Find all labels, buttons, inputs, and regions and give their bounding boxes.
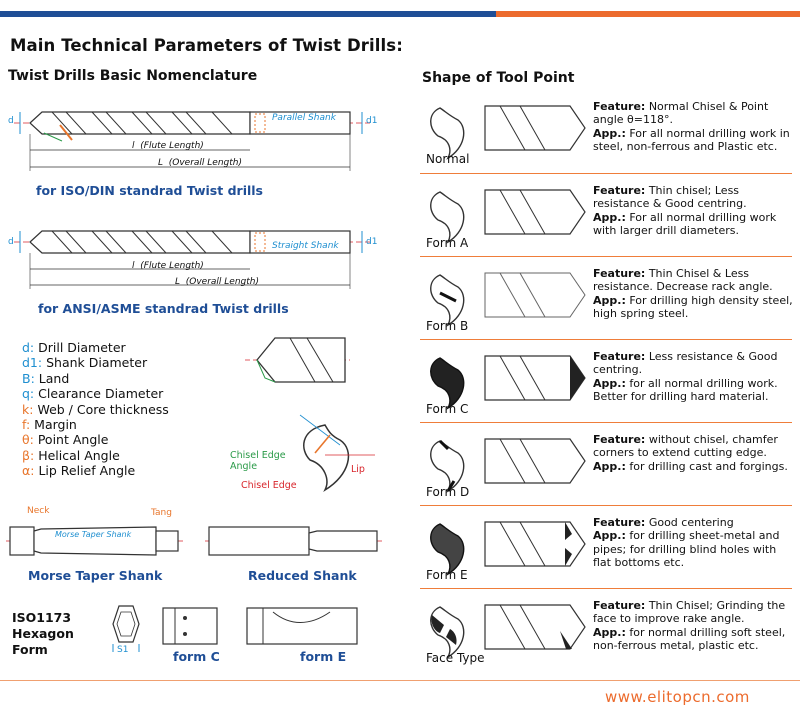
form-description <box>593 267 793 321</box>
feature-label: Feature: <box>593 516 646 529</box>
feature-text: Thin Chisel; Grinding the face to improve rake angle. <box>593 599 786 626</box>
feature-text: without chisel, chamfer corners to extend cutting edge. <box>593 433 778 460</box>
header-bar-blue <box>0 11 496 17</box>
feature-label: Feature: <box>593 599 646 612</box>
page-title: Main Technical Parameters of Twist Drills: <box>10 36 403 55</box>
feature-label: Feature: <box>593 350 646 363</box>
feature-label: Feature: <box>593 184 646 197</box>
form-description <box>593 350 793 404</box>
overall-length-text: (Overall Length) <box>185 277 259 287</box>
row-separator <box>420 256 792 257</box>
row-separator <box>420 505 792 506</box>
terms-list <box>22 340 169 479</box>
tool-point-illustration <box>420 265 590 325</box>
nomenclature-heading: Twist Drills Basic Nomenclature <box>8 68 258 84</box>
d-label-ansi: d <box>8 237 14 247</box>
row-separator <box>420 173 792 174</box>
form-name: Form D <box>426 485 470 499</box>
app-text: For drilling high density steel, high spring steel. <box>593 293 793 321</box>
form-description <box>593 184 793 238</box>
tool-point-row <box>420 346 800 424</box>
reduced-shank-diagram <box>205 515 390 565</box>
app-text: For all normal drilling work in steel, non-ferrous and Plastic etc. <box>593 126 790 154</box>
app-text: for drilling sheet-metal and pipes; for drilling blind holes with flat bottoms etc. <box>593 529 780 570</box>
footer-divider <box>0 680 800 681</box>
parallel-shank-label: Parallel Shank <box>272 113 336 123</box>
form-description <box>593 100 793 154</box>
term-item: d: Drill Diameter <box>22 340 126 355</box>
term-item: f: Margin <box>22 417 77 433</box>
row-separator <box>420 339 792 340</box>
form-description <box>593 599 798 653</box>
tool-point-row <box>420 96 800 174</box>
form-c-label: form C <box>173 649 220 664</box>
term-item: β: Helical Angle <box>22 447 120 463</box>
form-name: Form C <box>426 402 469 416</box>
header-bar-orange <box>496 11 800 17</box>
tool-point-illustration <box>420 98 590 158</box>
d-label-iso: d <box>8 116 14 126</box>
drill-tip-side-diagram <box>235 330 355 400</box>
app-text: for normal drilling soft steel, non-ferrous metal, plastic etc. <box>593 625 786 653</box>
form-name: Face Type <box>426 651 485 665</box>
tang-label: Tang <box>151 508 172 518</box>
l-symbol: l <box>132 261 135 271</box>
tool-point-row <box>420 512 800 590</box>
app-text: for all normal drilling work. Better for drilling hard material. <box>593 376 778 404</box>
lip-label: Lip <box>351 464 365 475</box>
flute-length-text: (Flute Length) <box>140 141 204 151</box>
term-item: α: Lip Relief Angle <box>22 463 136 479</box>
term-item: B: Land <box>22 370 70 386</box>
term-item: k: Web / Core thickness <box>22 401 169 417</box>
form-description <box>593 433 793 473</box>
feature-label: Feature: <box>593 267 646 280</box>
tool-point-illustration <box>420 182 590 242</box>
s1-label: S1 <box>117 645 129 655</box>
row-separator <box>420 588 792 589</box>
straight-shank-label: Straight Shank <box>272 241 339 251</box>
tool-point-illustration <box>420 597 590 657</box>
feature-label: Feature: <box>593 433 646 446</box>
morse-caption: Morse Taper Shank <box>28 568 163 583</box>
iso-caption: for ISO/DIN standrad Twist drills <box>36 183 263 198</box>
row-separator <box>420 422 792 423</box>
flute-length-text: (Flute Length) <box>140 261 204 271</box>
app-label: App.: <box>593 625 626 639</box>
d1-label-iso: d1 <box>366 116 378 126</box>
footer-url[interactable]: www.elitopcn.com <box>605 688 750 706</box>
chisel-edge-angle-label: Chisel Edge Angle <box>230 450 286 472</box>
form-name: Normal <box>426 152 470 166</box>
chisel-edge-label: Chisel Edge <box>241 480 297 491</box>
tool-point-illustration <box>420 348 590 408</box>
overall-length-text: (Overall Length) <box>168 158 242 168</box>
app-label: App.: <box>593 210 626 224</box>
app-label: App.: <box>593 459 626 473</box>
tool-point-illustration <box>420 431 590 491</box>
feature-text: Thin chisel; Less resistance & Good centring. <box>593 184 747 211</box>
form-e-label: form E <box>300 649 347 664</box>
l-symbol: l <box>132 141 135 151</box>
app-label: App.: <box>593 126 626 140</box>
morse-taper-shank-diagram <box>6 515 191 565</box>
tool-point-illustration <box>420 514 590 574</box>
form-name: Form B <box>426 319 469 333</box>
feature-text: Thin Chisel & Less resistance. Decrease rack angle. <box>593 267 773 294</box>
app-label: App.: <box>593 293 626 307</box>
app-label: App.: <box>593 529 626 543</box>
morse-inner-label: Morse Taper Shank <box>55 530 132 539</box>
term-item: q: Clearance Diameter <box>22 386 164 402</box>
term-item: d1: Shank Diameter <box>22 355 148 371</box>
app-label: App.: <box>593 376 626 390</box>
form-name: Form A <box>426 236 469 250</box>
L-symbol: L <box>175 277 181 287</box>
flute-length-label-iso <box>132 141 204 151</box>
tool-point-heading: Shape of Tool Point <box>422 70 575 86</box>
tool-point-row <box>420 263 800 341</box>
feature-text: Normal Chisel & Point angle θ=118°. <box>593 100 769 127</box>
d1-label-ansi: d1 <box>366 237 378 247</box>
ansi-caption: for ANSI/ASME standrad Twist drills <box>38 301 289 316</box>
tool-point-row <box>420 180 800 258</box>
form-description <box>593 516 793 570</box>
app-text: For all normal drilling work with larger drill diameters. <box>593 210 777 238</box>
hexagon-title: ISO1173 Hexagon Form <box>12 610 74 657</box>
overall-length-label-iso <box>158 158 242 168</box>
app-text: for drilling cast and forgings. <box>629 459 788 473</box>
neck-label: Neck <box>27 506 50 516</box>
form-name: Form E <box>426 568 468 582</box>
reduced-caption: Reduced Shank <box>248 568 357 583</box>
term-item: θ: Point Angle <box>22 432 109 448</box>
tool-point-row <box>420 595 800 673</box>
feature-text: Less resistance & Good centring. <box>593 350 778 377</box>
tool-point-row <box>420 429 800 507</box>
flute-length-label-ansi <box>132 261 204 271</box>
overall-length-label-ansi <box>175 277 259 287</box>
feature-text: Good centering <box>648 516 734 529</box>
feature-label: Feature: <box>593 100 646 113</box>
L-symbol: L <box>158 158 164 168</box>
